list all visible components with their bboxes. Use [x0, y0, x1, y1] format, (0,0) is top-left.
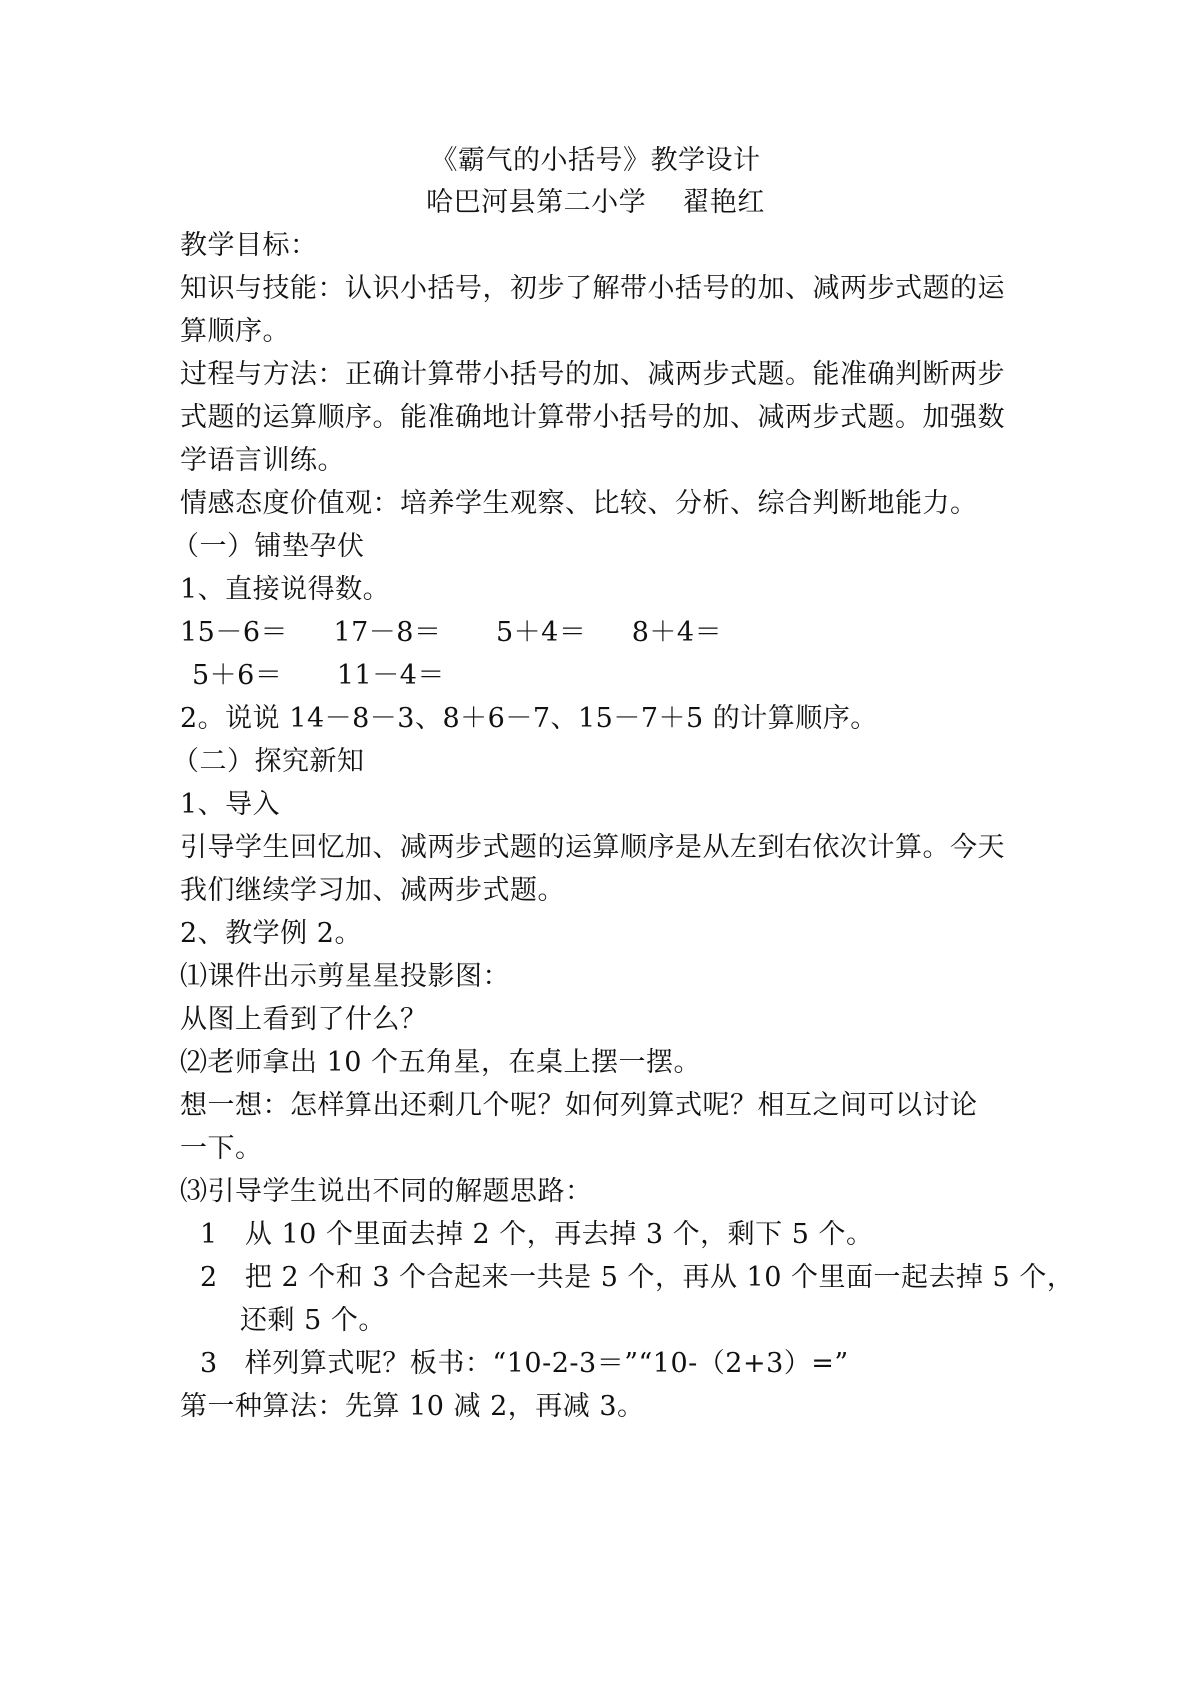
math-exercises-row: 15－6＝ 17－8＝ 5＋4＝ 8＋4＝ — [180, 617, 723, 648]
paragraph-line: 学语言训练。 — [180, 445, 345, 476]
list-item: 2、教学例 2。 — [180, 918, 362, 949]
numbered-item: 2 把 2 个和 3 个合起来一共是 5 个，再从 10 个里面一起去掉 5 个， — [200, 1262, 1075, 1293]
paragraph-line: 知识与技能：认识小括号，初步了解带小括号的加、减两步式题的运 — [180, 273, 1005, 304]
math-exercises-row: 5＋6＝ 11－4＝ — [192, 660, 445, 691]
paragraph-line: 一下。 — [180, 1133, 263, 1164]
list-item: 2。说说 14－8－3、8＋6－7、15－7＋5 的计算顺序。 — [180, 703, 878, 734]
list-item: ⑶引导学生说出不同的解题思路： — [180, 1176, 593, 1207]
paragraph-line: 过程与方法：正确计算带小括号的加、减两步式题。能准确判断两步 — [180, 359, 1005, 390]
paragraph-line: 第一种算法：先算 10 减 2，再减 3。 — [180, 1391, 645, 1422]
list-item: 1、导入 — [180, 789, 281, 820]
paragraph-line: 从图上看到了什么？ — [180, 1004, 428, 1035]
section-heading-part-two: （二）探究新知 — [172, 746, 365, 777]
author-line: 哈巴河县第二小学 翟艳红 — [426, 187, 765, 218]
document-title: 《霸气的小括号》教学设计 — [430, 145, 761, 176]
paragraph-line: 我们继续学习加、减两步式题。 — [180, 875, 565, 906]
numbered-item-continuation: 还剩 5 个。 — [240, 1305, 386, 1336]
section-heading-objectives: 教学目标： — [180, 230, 318, 261]
numbered-item: 1 从 10 个里面去掉 2 个，再去掉 3 个，剩下 5 个。 — [200, 1219, 874, 1250]
list-item: ⑴课件出示剪星星投影图： — [180, 961, 510, 992]
list-item: ⑵老师拿出 10 个五角星，在桌上摆一摆。 — [180, 1047, 702, 1078]
numbered-item: 3 样列算式呢？板书：“10-2-3＝”“10-（2+3）=” — [200, 1348, 849, 1379]
section-heading-part-one: （一）铺垫孕伏 — [172, 531, 365, 562]
paragraph-line: 想一想：怎样算出还剩几个呢？如何列算式呢？相互之间可以讨论 — [180, 1090, 978, 1121]
list-item: 1、直接说得数。 — [180, 574, 391, 605]
paragraph-line: 引导学生回忆加、减两步式题的运算顺序是从左到右依次计算。今天 — [180, 832, 1005, 863]
paragraph-line: 算顺序。 — [180, 316, 290, 347]
paragraph-line: 式题的运算顺序。能准确地计算带小括号的加、减两步式题。加强数 — [180, 402, 1005, 433]
paragraph-line: 情感态度价值观：培养学生观察、比较、分析、综合判断地能力。 — [180, 488, 978, 519]
